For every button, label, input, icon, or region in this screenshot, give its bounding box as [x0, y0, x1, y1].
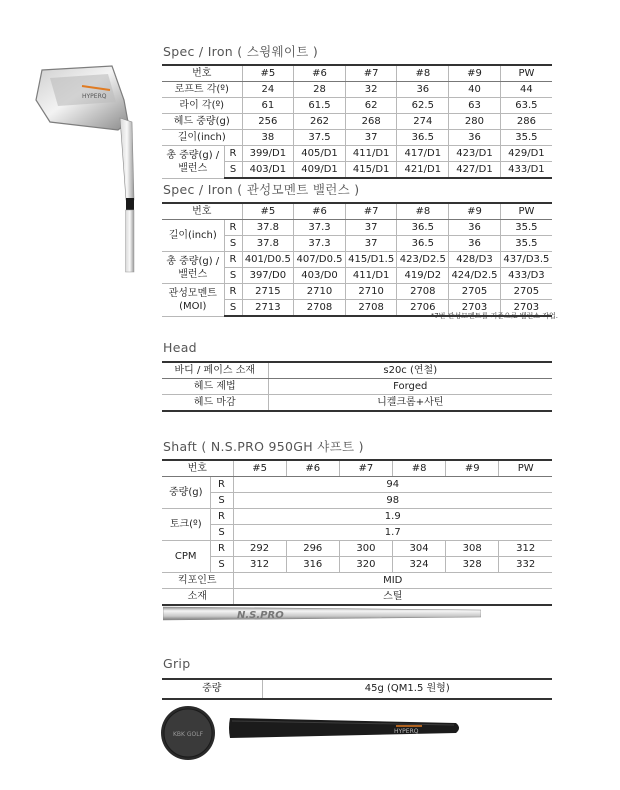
row-label: 헤드 중량(g)	[162, 114, 242, 130]
header-cell: #5	[242, 65, 294, 82]
row-label: 로프트 각(º)	[162, 82, 242, 98]
table-row	[162, 114, 552, 130]
table-row	[162, 82, 552, 98]
value-cell: 스틸	[233, 589, 552, 606]
header-cell: 번호	[162, 460, 233, 477]
value-cell: 280	[449, 114, 501, 130]
header-cell: 번호	[162, 203, 242, 220]
section-title-spec-iron: Spec / Iron ( 스윙웨이트 )	[163, 44, 319, 59]
grip-cap-image	[158, 703, 218, 763]
header-cell: #8	[397, 203, 449, 220]
section-title-spec-moi: Spec / Iron ( 관성모멘트 밸런스 )	[163, 182, 360, 197]
flex-cell: R	[210, 509, 233, 525]
table-header-row	[162, 460, 552, 477]
value-cell: 2713	[242, 300, 294, 317]
shaft-image	[163, 603, 481, 625]
header-cell: PW	[500, 65, 552, 82]
value-cell: 320	[339, 557, 392, 573]
value-cell: 2703	[449, 300, 501, 317]
value-cell: 407/D0.5	[294, 252, 346, 268]
flex-cell: S	[210, 493, 233, 509]
table-header-row	[162, 65, 552, 82]
value-cell: 37	[345, 130, 397, 146]
row-label-torque: 토크(º)	[162, 509, 210, 541]
value-cell: 328	[446, 557, 499, 573]
value-cell: 38	[242, 130, 294, 146]
header-cell: #7	[345, 65, 397, 82]
value-cell: 37.5	[294, 130, 346, 146]
row-label: 헤드 제법	[162, 379, 268, 395]
value-cell: 62.5	[397, 98, 449, 114]
value-cell: 37.8	[242, 220, 294, 236]
value-cell: 296	[286, 541, 339, 557]
table-row	[162, 98, 552, 114]
header-cell: PW	[500, 203, 552, 220]
value-cell: 415/D1.5	[345, 252, 397, 268]
value-cell: 308	[446, 541, 499, 557]
table-row	[162, 362, 552, 379]
value-cell: 36	[449, 220, 501, 236]
value-cell: 1.7	[233, 525, 552, 541]
value-cell: 44	[500, 82, 552, 98]
value-cell: 37.3	[294, 220, 346, 236]
value-cell: 427/D1	[449, 162, 501, 179]
value-cell: 2710	[294, 284, 346, 300]
grip-illustration	[226, 712, 466, 744]
value-cell: 62	[345, 98, 397, 114]
value-cell: 417/D1	[397, 146, 449, 162]
value-cell: 2708	[294, 300, 346, 317]
value-cell: 2708	[397, 284, 449, 300]
header-cell: 번호	[162, 65, 242, 82]
table-row	[162, 477, 552, 493]
table-row	[162, 573, 552, 589]
header-cell: #8	[397, 65, 449, 82]
header-cell: #6	[294, 65, 346, 82]
value-cell: 403/D1	[242, 162, 294, 179]
header-cell: #5	[242, 203, 294, 220]
value-cell: 268	[345, 114, 397, 130]
flex-cell: R	[224, 146, 242, 162]
table-row	[162, 252, 552, 268]
moi-note: *7번 관성모멘트를 기준으로 밸런스 작업.	[430, 312, 558, 320]
value-cell: 433/D3	[500, 268, 552, 284]
value-cell: 332	[499, 557, 552, 573]
value-cell: 1.9	[233, 509, 552, 525]
club-logo: HYPERQ	[82, 93, 107, 100]
value-cell: 424/D2.5	[449, 268, 501, 284]
table-row	[162, 493, 552, 509]
value-cell: 423/D1	[449, 146, 501, 162]
table-row	[162, 679, 552, 699]
flex-cell: S	[224, 268, 242, 284]
value-cell: 421/D1	[397, 162, 449, 179]
value-cell: 63.5	[500, 98, 552, 114]
value-cell: 36.5	[397, 130, 449, 146]
flex-cell: S	[224, 162, 242, 179]
flex-cell: R	[224, 252, 242, 268]
value-cell: 312	[499, 541, 552, 557]
value-cell: 300	[339, 541, 392, 557]
row-label-kickpoint: 킥포인트	[162, 573, 233, 589]
value-cell: 2708	[345, 300, 397, 317]
value-cell: 405/D1	[294, 146, 346, 162]
value-cell: 399/D1	[242, 146, 294, 162]
header-cell: #7	[339, 460, 392, 477]
row-label: 라이 각(º)	[162, 98, 242, 114]
table-row	[162, 541, 552, 557]
value-cell: 262	[294, 114, 346, 130]
value-cell: 35.5	[500, 130, 552, 146]
table-row	[162, 525, 552, 541]
row-label-cpm: CPM	[162, 541, 210, 573]
header-cell: #9	[446, 460, 499, 477]
value-cell: 2710	[345, 284, 397, 300]
flex-cell: S	[224, 236, 242, 252]
value-cell: 37.3	[294, 236, 346, 252]
value-cell: 32	[345, 82, 397, 98]
header-cell: #7	[345, 203, 397, 220]
value-cell: 37	[345, 220, 397, 236]
row-label-shaft-weight: 중량(g)	[162, 477, 210, 509]
header-cell: #5	[233, 460, 286, 477]
iron-club-illustration	[20, 60, 160, 275]
header-cell: #6	[286, 460, 339, 477]
value-cell: 324	[392, 557, 445, 573]
flex-cell: S	[224, 300, 242, 317]
value-cell: 61.5	[294, 98, 346, 114]
row-label: 총 중량(g) / 밸런스	[162, 252, 224, 284]
value-cell: s20c (연철)	[268, 362, 552, 379]
row-label: 바디 / 페이스 소재	[162, 362, 268, 379]
table-row	[162, 220, 552, 236]
value-cell: 35.5	[500, 220, 552, 236]
value-cell: 286	[500, 114, 552, 130]
value-cell: 2706	[397, 300, 449, 317]
value-cell: 292	[233, 541, 286, 557]
head-table	[162, 361, 552, 412]
value-cell: 411/D1	[345, 268, 397, 284]
value-cell: 37	[345, 236, 397, 252]
grip-table	[162, 678, 552, 700]
value-cell: 24	[242, 82, 294, 98]
value-cell: 36.5	[397, 236, 449, 252]
value-cell: 36.5	[397, 220, 449, 236]
value-cell: 411/D1	[345, 146, 397, 162]
table-header-row	[162, 203, 552, 220]
spec-iron-table	[162, 64, 552, 179]
value-cell: 304	[392, 541, 445, 557]
value-cell: Forged	[268, 379, 552, 395]
grip-image	[226, 712, 466, 744]
value-cell: 37.8	[242, 236, 294, 252]
row-label-grip-weight: 중량	[162, 679, 262, 699]
header-cell: #9	[449, 203, 501, 220]
value-cell: 403/D0	[294, 268, 346, 284]
value-cell: 397/D0	[242, 268, 294, 284]
value-cell: 256	[242, 114, 294, 130]
value-cell: 401/D0.5	[242, 252, 294, 268]
value-cell: 415/D1	[345, 162, 397, 179]
section-title-grip: Grip	[163, 656, 191, 671]
flex-cell: R	[224, 220, 242, 236]
grip-logo: HYPERQ	[394, 728, 419, 735]
spec-moi-table	[162, 202, 552, 317]
table-row	[162, 130, 552, 146]
flex-cell: R	[224, 284, 242, 300]
value-cell: 40	[449, 82, 501, 98]
header-cell: #6	[294, 203, 346, 220]
value-cell: 63	[449, 98, 501, 114]
value-cell: 니켈크롬+사틴	[268, 395, 552, 412]
header-cell: PW	[499, 460, 552, 477]
flex-cell: R	[210, 541, 233, 557]
flex-cell: S	[210, 525, 233, 541]
value-cell: 35.5	[500, 236, 552, 252]
row-label-material: 소재	[162, 589, 233, 606]
value-cell: 45g (QM1.5 원형)	[262, 679, 552, 699]
value-cell: 2705	[500, 284, 552, 300]
value-cell: 2715	[242, 284, 294, 300]
flex-cell: R	[210, 477, 233, 493]
shaft-logo: N.S.PRO	[237, 610, 284, 621]
iron-club-image	[20, 60, 160, 275]
value-cell: 36	[449, 130, 501, 146]
value-cell: 437/D3.5	[500, 252, 552, 268]
value-cell: 433/D1	[500, 162, 552, 179]
table-row	[162, 379, 552, 395]
row-label: 길이(inch)	[162, 220, 224, 252]
value-cell: 419/D2	[397, 268, 449, 284]
value-cell: MID	[233, 573, 552, 589]
value-cell: 28	[294, 82, 346, 98]
flex-cell: S	[210, 557, 233, 573]
value-cell: 36	[449, 236, 501, 252]
value-cell: 428/D3	[449, 252, 501, 268]
row-label: 헤드 마감	[162, 395, 268, 412]
shaft-table	[162, 459, 552, 606]
value-cell: 61	[242, 98, 294, 114]
value-cell: 2703	[500, 300, 552, 317]
header-cell: #9	[449, 65, 501, 82]
shaft-illustration	[163, 603, 481, 625]
value-cell: 94	[233, 477, 552, 493]
section-title-head: Head	[163, 340, 197, 355]
table-row	[162, 557, 552, 573]
row-label: 관성모멘트 (MOI)	[162, 284, 224, 317]
value-cell: 312	[233, 557, 286, 573]
grip-cap-logo: KBK GOLF	[172, 731, 204, 738]
value-cell: 423/D2.5	[397, 252, 449, 268]
value-cell: 409/D1	[294, 162, 346, 179]
row-label-weight: 총 중량(g) / 밸런스	[162, 146, 224, 179]
table-row	[162, 284, 552, 300]
table-row	[162, 509, 552, 525]
value-cell: 274	[397, 114, 449, 130]
table-row	[162, 146, 552, 162]
section-title-shaft: Shaft ( N.S.PRO 950GH 샤프트 )	[163, 439, 364, 454]
header-cell: #8	[392, 460, 445, 477]
value-cell: 316	[286, 557, 339, 573]
row-label: 길이(inch)	[162, 130, 242, 146]
value-cell: 36	[397, 82, 449, 98]
value-cell: 98	[233, 493, 552, 509]
value-cell: 429/D1	[500, 146, 552, 162]
table-row	[162, 395, 552, 412]
grip-cap-illustration	[158, 703, 218, 763]
value-cell: 2705	[449, 284, 501, 300]
